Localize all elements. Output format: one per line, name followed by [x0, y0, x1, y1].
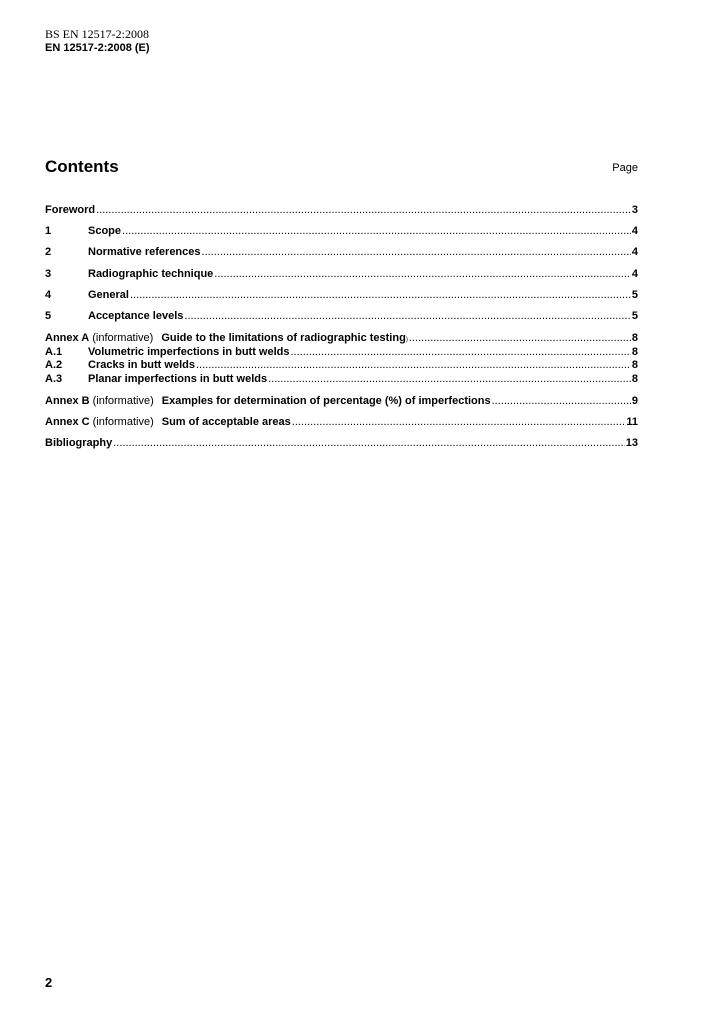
toc-entry-page: 5	[631, 310, 638, 322]
toc-entry-foreword[interactable]	[45, 204, 638, 217]
toc-entry-page: 4	[631, 225, 638, 237]
toc-entry-scope[interactable]	[45, 225, 638, 238]
toc-entry-number: 1	[45, 225, 52, 237]
dot-leader	[214, 268, 631, 281]
toc-entry-title: Examples for determination of percentage (%) of imperfections	[161, 395, 491, 407]
toc-annex-type: (informative)	[92, 332, 154, 344]
dot-leader	[202, 246, 631, 259]
toc-entry-title: Guide to the limitations of radiographic testing	[161, 332, 406, 344]
toc-entry-a2[interactable]	[45, 359, 638, 372]
dot-leader	[292, 416, 626, 429]
toc-annex-label: Annex B	[45, 395, 90, 407]
toc-entry-title: Bibliography	[45, 437, 113, 449]
toc-entry-number: A.3	[45, 373, 63, 385]
toc-entry-page: 3	[631, 204, 638, 216]
toc-entry-page: 11	[626, 416, 638, 428]
toc-entry-number: A.2	[45, 359, 63, 371]
toc-entry-radiographic-technique[interactable]	[45, 268, 638, 281]
toc-entry-bibliography[interactable]	[45, 437, 638, 450]
toc-entry-number: 5	[45, 310, 52, 322]
standard-designation-en: EN 12517-2:2008 (E)	[45, 42, 150, 54]
page-column-label: Page	[612, 162, 638, 174]
dot-leader	[492, 395, 631, 408]
toc-entry-title: Planar imperfections in butt welds	[88, 373, 268, 385]
standard-designation-bs: BS EN 12517-2:2008	[45, 27, 150, 41]
toc-entry-normative-references[interactable]	[45, 246, 638, 259]
dot-leader	[268, 373, 631, 386]
toc-entry-annex-c[interactable]	[45, 416, 638, 429]
dot-leader	[196, 359, 631, 372]
dot-leader	[113, 437, 625, 450]
toc-annex-label: Annex C	[45, 416, 90, 428]
toc-entry-a1[interactable]	[45, 346, 638, 359]
dot-leader	[409, 332, 631, 345]
toc-entry-page: 8	[631, 359, 638, 371]
toc-entry-title: Acceptance levels	[88, 310, 184, 322]
toc-entry-page: 5	[631, 289, 638, 301]
toc-entry-annex-b[interactable]	[45, 395, 638, 408]
footnote-marker: )	[405, 337, 408, 343]
contents-heading: Contents	[45, 157, 119, 176]
toc-entry-title: Radiographic technique	[88, 268, 214, 280]
toc-entry-page: 8	[631, 346, 638, 358]
toc-entry-number: 3	[45, 268, 52, 280]
toc-entry-number: 4	[45, 289, 52, 301]
toc-entry-page: 8	[631, 373, 638, 385]
toc-entry-acceptance-levels[interactable]	[45, 310, 638, 323]
toc-entry-page: 13	[625, 437, 638, 449]
toc-entry-title: Cracks in butt welds	[88, 359, 195, 371]
toc-entry-title: Volumetric imperfections in butt welds	[88, 346, 290, 358]
toc-entry-title: Normative references	[88, 246, 201, 258]
toc-annex-type: (informative)	[92, 395, 154, 407]
toc-annex-type: (informative)	[92, 416, 154, 428]
toc-entry-page: 9	[631, 395, 638, 407]
toc-entry-number: 2	[45, 246, 52, 258]
toc-entry-page: 4	[631, 268, 638, 280]
toc-entry-number: A.1	[45, 346, 63, 358]
toc-entry-title: Foreword	[45, 204, 96, 216]
dot-leader	[130, 289, 631, 302]
dot-leader	[184, 310, 630, 323]
toc-entry-title: Sum of acceptable areas	[161, 416, 291, 428]
toc-entry-title: General	[88, 289, 129, 301]
page-number: 2	[45, 975, 53, 990]
toc-entry-annex-a[interactable]	[45, 332, 638, 345]
toc-entry-page: 4	[631, 246, 638, 258]
toc-entry-title: Scope	[88, 225, 122, 237]
toc-entry-general[interactable]	[45, 289, 638, 302]
toc-entry-page: 8	[631, 332, 638, 344]
toc-entry-a3[interactable]	[45, 373, 638, 386]
toc-annex-label: Annex A	[45, 332, 90, 344]
dot-leader	[291, 346, 631, 359]
dot-leader	[96, 204, 631, 217]
dot-leader	[122, 225, 631, 238]
